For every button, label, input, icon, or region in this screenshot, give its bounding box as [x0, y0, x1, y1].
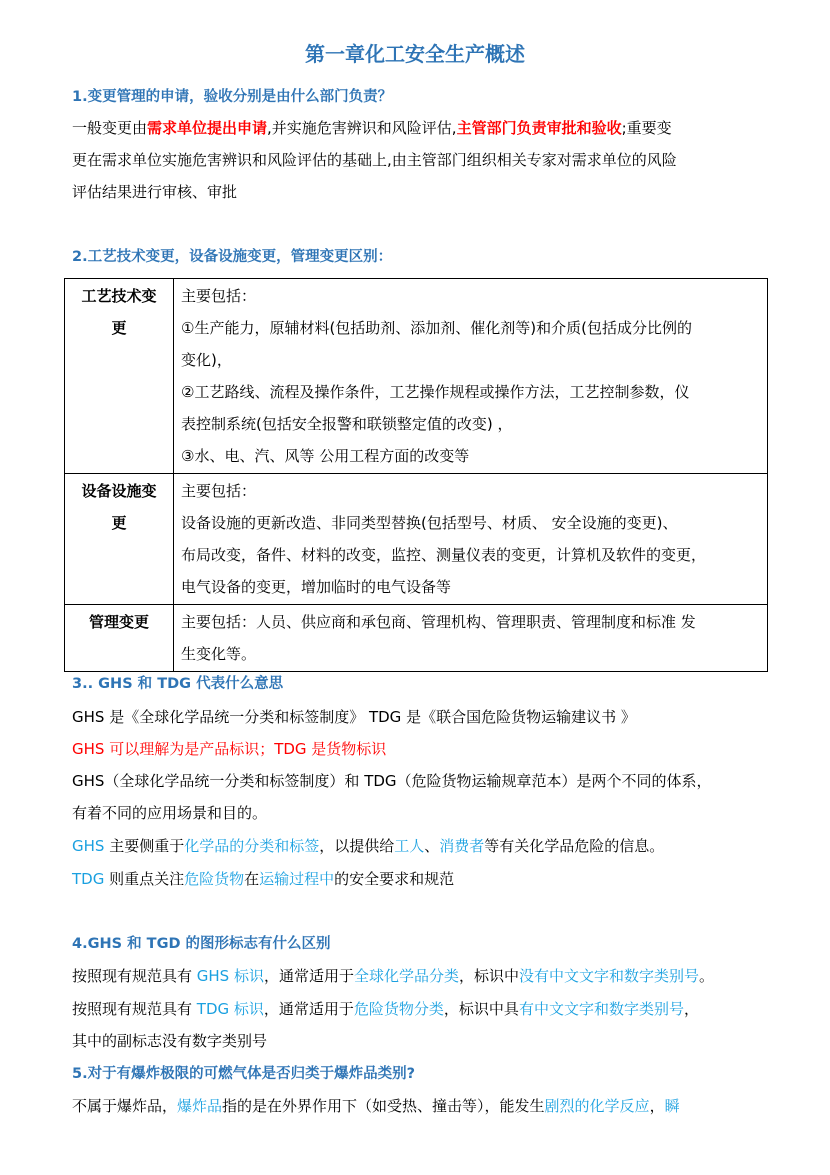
text-run: 按照现有规范具有 — [72, 1000, 197, 1018]
text-run: 按照现有规范具有 — [72, 967, 197, 985]
highlight-blue: TDG — [72, 870, 105, 888]
table-row — [65, 279, 768, 474]
highlight-blue: 消费者 — [439, 837, 485, 855]
text-run: 等有关化学品危险的信息。 — [484, 837, 665, 855]
text-run: 、 — [424, 837, 440, 855]
row-header-text: 设备设施变 — [81, 482, 157, 500]
row-header — [65, 474, 174, 605]
row-header-text: 管理变更 — [88, 613, 149, 631]
answer-1-line-1 — [72, 112, 762, 144]
question-5: 5.对于有爆炸极限的可燃气体是否归类于爆炸品类别? — [72, 1066, 416, 1082]
answer-3-line-5 — [72, 830, 762, 862]
text-run: ，标识中具 — [443, 1000, 519, 1018]
text-run: ， — [683, 1000, 699, 1018]
row-line: 设备设施的更新改造、非同类型替换(包括型号、材质、 安全设施的变更)、 — [181, 514, 678, 532]
highlight-red: 需求单位提出申请 — [147, 119, 268, 137]
highlight-blue: 化学品的分类和标签 — [184, 837, 320, 855]
answer-5-line-1 — [72, 1090, 762, 1122]
highlight-blue: 有中文文字和数字类别号 — [518, 1000, 684, 1018]
highlight-blue: 危险货物 — [184, 870, 245, 888]
text-run: 的安全要求和规范 — [334, 870, 455, 888]
row-line: 生变化等。 — [181, 645, 257, 663]
row-header — [65, 605, 174, 672]
row-header — [65, 279, 174, 474]
text-run: 主要侧重于 — [104, 837, 185, 855]
row-content — [174, 279, 768, 474]
question-4: 4.GHS 和 TGD 的图形标志有什么区别 — [72, 936, 331, 952]
row-line: ③水、电、汽、风等 公用工程方面的改变等 — [181, 447, 470, 465]
highlight-blue: 没有中文文字和数字类别号 — [519, 967, 700, 985]
highlight-red: 主管部门负责审批和验收 — [456, 119, 622, 137]
question-1: 1.变更管理的申请，验收分别是由什么部门负责？ — [72, 89, 393, 105]
row-line: 变化)， — [181, 351, 232, 369]
row-header-text: 更 — [111, 514, 127, 532]
row-line: 布局改变，备件、材料的改变，监控、测量仪表的变更，计算机及软件的变更， — [181, 546, 707, 564]
row-content — [174, 474, 768, 605]
text-run: 指的是在外界作用下（如受热、撞击等），能发生 — [222, 1097, 545, 1115]
answer-3-line-2: GHS 可以理解为是产品标识；TDG 是货物标识 — [72, 740, 387, 758]
highlight-blue: 瞬 — [664, 1097, 680, 1115]
answer-4-line-3: 其中的副标志没有数字类别号 — [72, 1032, 268, 1050]
question-2: 2.工艺技术变更，设备设施变更，管理变更区别： — [72, 249, 393, 265]
table-row — [65, 605, 768, 672]
highlight-blue: GHS 标识 — [196, 967, 264, 985]
row-line: 表控制系统(包括安全报警和联锁整定值的改变) ， — [181, 415, 513, 433]
highlight-blue: 运输过程中 — [259, 870, 335, 888]
highlight-blue: GHS — [72, 837, 105, 855]
highlight-blue: 剧烈的化学反应 — [544, 1097, 650, 1115]
answer-4-line-2 — [72, 993, 762, 1025]
answer-3-line-6 — [72, 863, 762, 895]
text-run: ，以提供给 — [319, 837, 395, 855]
row-line: 主要包括： — [181, 287, 257, 305]
row-content — [174, 605, 768, 672]
text-run: ,并实施危害辨识和风险评估, — [267, 119, 457, 137]
answer-4-line-1 — [72, 960, 762, 992]
table-row — [65, 474, 768, 605]
answer-3-line-1: GHS 是《全球化学品统一分类和标签制度》 TDG 是《联合国危险货物运输建议书 》 — [72, 708, 636, 726]
text-run: ，通常适用于 — [263, 1000, 354, 1018]
row-header-text: 工艺技术变 — [81, 287, 157, 305]
text-run: 不属于爆炸品， — [72, 1097, 178, 1115]
page-title: 第一章化工安全生产概述 — [305, 42, 525, 66]
row-line: 主要包括：人员、供应商和承包商、管理机构、管理职责、管理制度和标准 发 — [181, 613, 696, 631]
text-run: 一般变更由 — [72, 119, 148, 137]
answer-1-line-2: 更在需求单位实施危害辨识和风险评估的基础上,由主管部门组织相关专家对需求单位的风险 — [72, 151, 677, 169]
text-run: 则重点关注 — [104, 870, 185, 888]
row-line: ②工艺路线、流程及操作条件，工艺操作规程或操作方法，工艺控制参数，仪 — [181, 383, 690, 401]
answer-3-line-3: GHS（全球化学品统一分类和标签制度）和 TDG（危险货物运输规章范本）是两个不同的体系， — [72, 772, 712, 790]
highlight-blue: 工人 — [394, 837, 425, 855]
change-types-table — [64, 278, 768, 672]
text-run: 在 — [244, 870, 260, 888]
text-run: ;重要变 — [621, 119, 672, 137]
row-line: ①生产能力，原辅材料(包括助剂、添加剂、催化剂等)和介质(包括成分比例的 — [181, 319, 693, 337]
text-run: 。 — [699, 967, 715, 985]
highlight-blue: 危险货物分类 — [353, 1000, 444, 1018]
answer-1-line-3: 评估结果进行审核、审批 — [72, 183, 238, 201]
row-line: 主要包括： — [181, 482, 257, 500]
question-3: 3.. GHS 和 TDG 代表什么意思 — [72, 676, 284, 692]
highlight-blue: TDG 标识 — [196, 1000, 264, 1018]
text-run: ， — [649, 1097, 665, 1115]
text-run: ，标识中 — [459, 967, 520, 985]
highlight-blue: 全球化学品分类 — [354, 967, 460, 985]
row-header-text: 更 — [111, 319, 127, 337]
answer-3-line-4: 有着不同的应用场景和目的。 — [72, 804, 268, 822]
text-run: ，通常适用于 — [263, 967, 354, 985]
row-line: 电气设备的变更，增加临时的电气设备等 — [181, 578, 452, 596]
highlight-blue: 爆炸品 — [177, 1097, 223, 1115]
